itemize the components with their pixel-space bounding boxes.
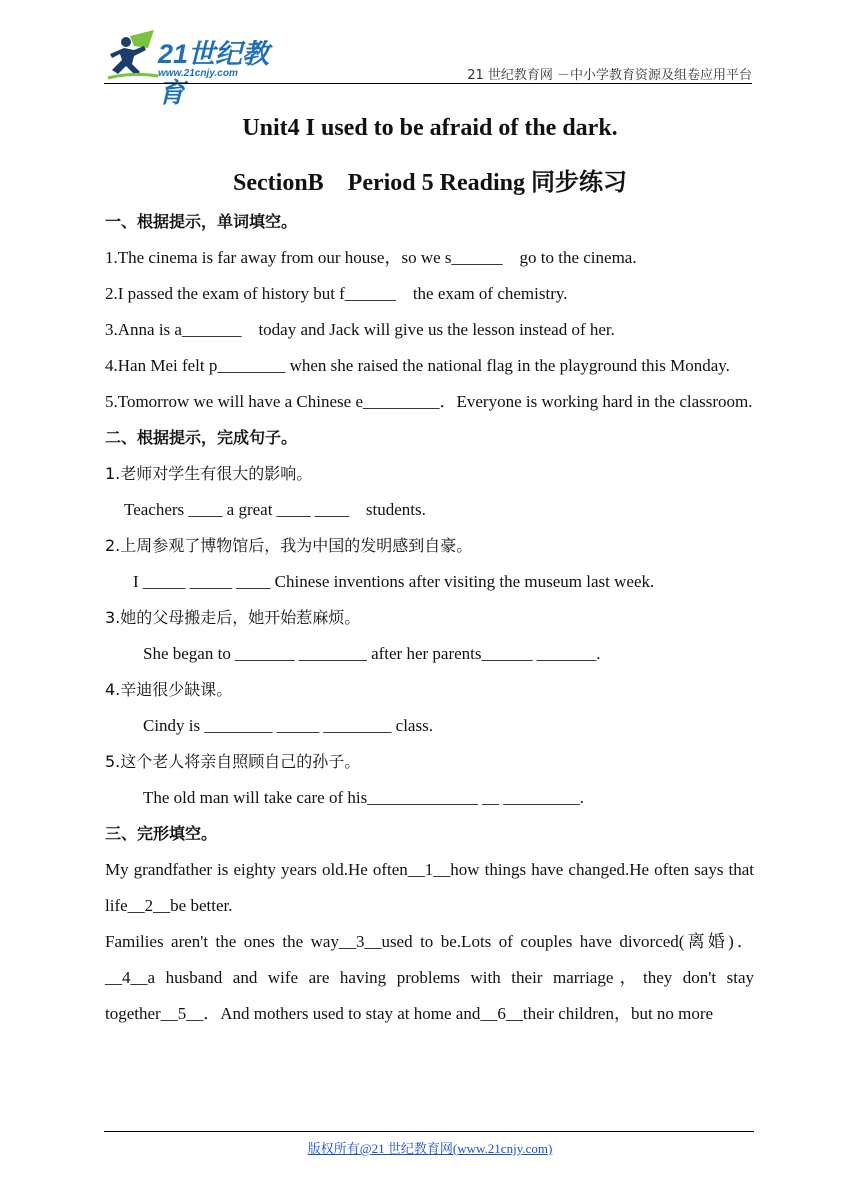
- s2-item-3-cn: 3.她的父母搬走后，她开始惹麻烦。: [105, 608, 361, 627]
- s2-item-2-cn: 2.上周参观了博物馆后，我为中国的发明感到自豪。: [105, 536, 473, 555]
- footer-divider: [104, 1131, 754, 1132]
- s2-item-4-cn: 4.辛迪很少缺课。: [105, 680, 233, 699]
- s2-item-2-en: I _____ _____ ____ Chinese inventions after visiting the museum last week.: [133, 572, 655, 591]
- s1-item-2: 2.I passed the exam of history but f______ the exam of chemistry.: [105, 284, 568, 303]
- page-subtitle: SectionB Period 5 Reading 同步练习: [233, 170, 627, 196]
- s2-item-1-en: Teachers ____ a great ____ ____ students.: [124, 500, 426, 519]
- header-divider: [104, 83, 752, 84]
- runner-logo-icon: [104, 28, 160, 82]
- page-header: [104, 28, 752, 108]
- s2-item-5-en: The old man will take care of his_____________ __ _________.: [143, 788, 584, 807]
- s2-item-3-en: She began to _______ ________ after her parents______ _______.: [143, 644, 601, 663]
- logo: [104, 28, 284, 108]
- document-body: [105, 204, 754, 1032]
- s1-item-5: 5.Tomorrow we will have a Chinese e_________．Everyone is working hard in the classroom.: [105, 392, 753, 411]
- s3-paragraph-1: My grandfather is eighty years old.He often__1__how things have changed.He often says that life__2__be better.: [105, 860, 754, 915]
- s2-item-1-cn: 1.老师对学生有很大的影响。: [105, 464, 313, 483]
- s1-item-4: 4.Han Mei felt p________ when she raised the national flag in the playground this Monday.: [105, 356, 730, 375]
- s1-item-3: 3.Anna is a_______ today and Jack will give us the lesson instead of her.: [105, 320, 615, 339]
- logo-url: www.21cnjy.com: [158, 68, 238, 79]
- site-name: 21 世纪教育网 －中小学教育资源及组卷应用平台: [467, 68, 752, 83]
- logo-text: 21世纪教育: [158, 39, 270, 108]
- s2-item-4-en: Cindy is ________ _____ ________ class.: [143, 716, 433, 735]
- section-3-heading: 三、完形填空。: [105, 824, 218, 843]
- footer-copyright-link[interactable]: 版权所有@21 世纪教育网(www.21cnjy.com): [307, 1141, 553, 1156]
- section-2-heading: 二、根据提示，完成句子。: [105, 428, 298, 447]
- page-title: Unit4 I used to be afraid of the dark.: [242, 115, 618, 141]
- s1-item-1: 1.The cinema is far away from our house，so we s______ go to the cinema.: [105, 248, 637, 267]
- s2-item-5-cn: 5.这个老人将亲自照顾自己的孙子。: [105, 752, 361, 771]
- s3-paragraph-2: Families aren't the ones the way__3__used to be.Lots of couples have divorced(离婚)．__4__a husband and wife are having problems with their marriage，they don't stay together__5__．And mothers used to stay at home and__6__their children，but no more: [105, 932, 754, 1023]
- section-1-heading: 一、根据提示，单词填空。: [105, 212, 298, 231]
